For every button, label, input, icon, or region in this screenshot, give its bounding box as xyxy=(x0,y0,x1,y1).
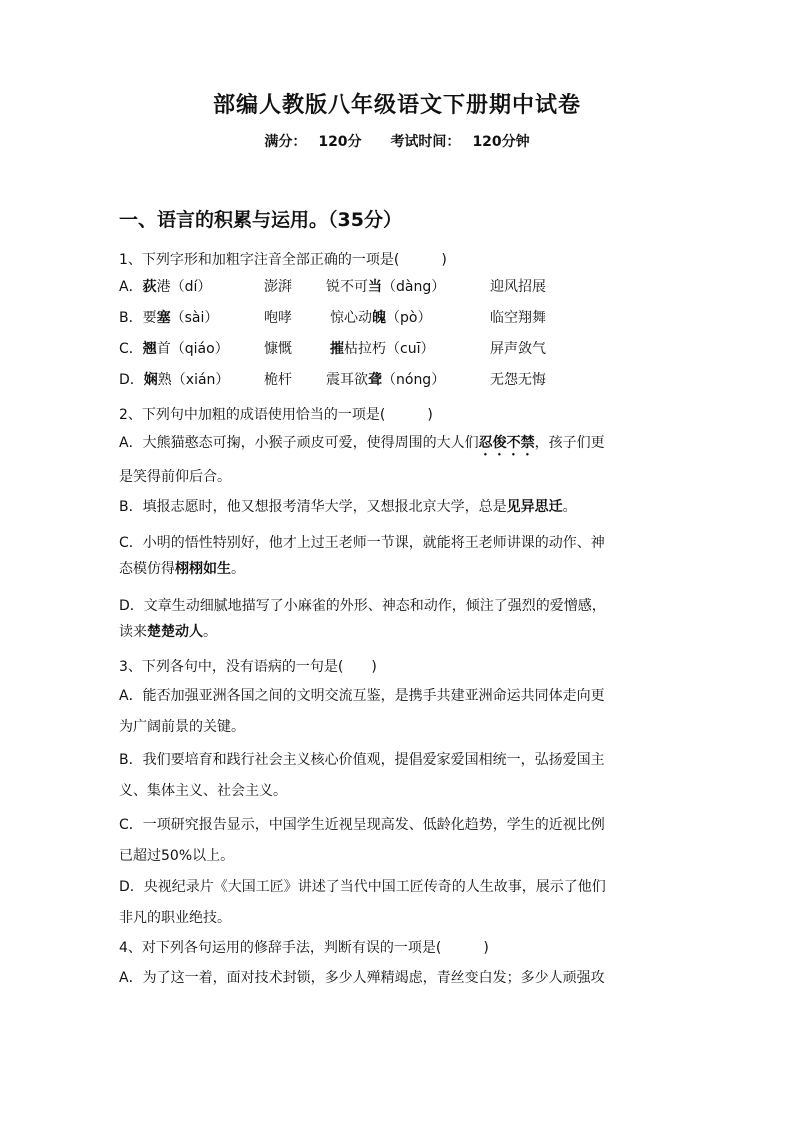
q1-d-bold: 娴 xyxy=(143,372,158,388)
q1-d-w3-rest: （nóng） xyxy=(382,372,446,388)
question-1-stem: 1、下列字形和加粗字注音全部正确的一项是( ) xyxy=(119,252,447,268)
q1-a-word2: 澎湃 xyxy=(264,279,292,295)
q2-c-text: 态模仿得 xyxy=(119,561,175,577)
q2-b-text: B．填报志愿时，他又想报考清华大学，又想报北京大学，总是 xyxy=(119,499,507,515)
q3-option-c-line2: 已超过50%以上。 xyxy=(119,848,235,864)
q1-d-w3-pre: 震耳欲 xyxy=(326,372,368,388)
q1-option-a xyxy=(119,276,211,296)
q2-b-end: 。 xyxy=(562,499,577,515)
full-marks-value: 120分 xyxy=(318,134,362,150)
q2-c-idiom: 栩栩如生 xyxy=(175,561,231,577)
q2-b-idiom: 见异思迁 xyxy=(506,499,563,515)
q1-d-prefix: D． xyxy=(119,372,144,388)
q1-b-word3 xyxy=(330,307,431,327)
q2-a-text: A．大熊猫憨态可掬，小猴子顽皮可爱，使得周围的大人们 xyxy=(119,435,479,451)
question-3-stem: 3、下列各句中，没有语病的一句是( ) xyxy=(119,659,377,675)
q1-c-w3-rest: 枯拉朽（cuī） xyxy=(344,341,435,357)
q1-a-prefix: A． xyxy=(119,279,143,295)
q1-b-bold: 塞 xyxy=(156,310,171,326)
q1-a-w3-bold: 当 xyxy=(368,279,382,295)
q1-b-word4: 临空翔舞 xyxy=(490,310,546,326)
question-2-stem: 2、下列句中加粗的成语使用恰当的一项是( ) xyxy=(119,407,433,423)
q1-d-word4: 无怨无悔 xyxy=(490,372,546,388)
exam-meta xyxy=(0,131,794,151)
page-title: 部编人教版八年级语文下册期中试卷 xyxy=(212,93,581,118)
q1-b-w3-bold: 魄 xyxy=(372,310,386,326)
q3-option-b-line1: B．我们要培育和践行社会主义核心价值观，提倡爱家爱国相统一，弘扬爱国主 xyxy=(119,752,605,768)
q1-b-word2: 咆哮 xyxy=(264,310,292,326)
q1-option-b xyxy=(119,307,218,327)
q3-option-d-line1: D．央视纪录片《大国工匠》讲述了当代中国工匠传奇的人生故事，展示了他们 xyxy=(119,879,606,895)
q3-option-c-line1: C．一项研究报告显示，中国学生近视呈现高发、低龄化趋势，学生的近视比例 xyxy=(119,817,605,833)
q1-b-w3-rest: （pò） xyxy=(386,310,432,326)
q1-a-rest: 港（dí） xyxy=(156,279,212,295)
q1-a-w3-pre: 锐不可 xyxy=(326,279,368,295)
q2-d-end: 。 xyxy=(203,624,217,640)
q2-option-c-line2 xyxy=(119,558,245,578)
q1-d-rest: 熟（xián） xyxy=(157,372,230,388)
q1-c-bold: 翘 xyxy=(142,341,157,357)
q1-a-w3-rest: （dàng） xyxy=(382,279,446,295)
q1-b-rest: （sài） xyxy=(170,310,219,326)
q1-b-w3-pre: 惊心动 xyxy=(330,310,372,326)
q1-option-c xyxy=(119,338,229,358)
q1-d-word2: 桅杆 xyxy=(264,372,292,388)
q2-option-a-line2: 是笑得前仰后合。 xyxy=(119,469,231,485)
q1-c-prefix: C． xyxy=(119,341,143,357)
q2-d-idiom: 楚楚动人 xyxy=(147,624,203,640)
full-marks-label: 满分： xyxy=(264,134,307,150)
q4-option-a-line1: A．为了这一着，面对技术封锁，多少人殚精竭虑，青丝变白发；多少人顽强攻 xyxy=(119,970,605,986)
q1-d-w3-bold: 聋 xyxy=(368,372,382,388)
q2-d-text: 读来 xyxy=(119,624,147,640)
q1-a-word3 xyxy=(326,276,445,296)
q3-option-b-line2: 义、集体主义、社会主义。 xyxy=(119,783,287,799)
time-label: 考试时间： xyxy=(390,134,461,150)
q3-option-a-line1: A．能否加强亚洲各国之间的文明交流互鉴，是携手共建亚洲命运共同体走向更 xyxy=(119,688,605,704)
q2-option-d-line2 xyxy=(119,621,217,641)
q1-b-prefix: B．要 xyxy=(119,310,157,326)
q3-option-d-line2: 非凡的职业绝技。 xyxy=(119,910,231,926)
q1-a-bold: 荻 xyxy=(142,279,157,295)
q2-option-d-line1: D．文章生动细腻地描写了小麻雀的外形、神态和动作，倾注了强烈的爱憎感， xyxy=(119,598,606,614)
q2-option-a-line1 xyxy=(119,432,605,459)
time-value: 120分钟 xyxy=(472,134,530,150)
q1-a-word4: 迎风招展 xyxy=(490,279,546,295)
q2-a-text2: ，孩子们更 xyxy=(534,435,605,451)
q1-d-word3 xyxy=(326,369,445,389)
q1-option-d xyxy=(119,369,229,389)
q1-c-rest: 首（qiáo） xyxy=(156,341,229,357)
question-4-stem: 4、对下列各句运用的修辞手法，判断有误的一项是( ) xyxy=(119,940,489,956)
q2-option-c-line1: C．小明的悟性特别好，他才上过王老师一节课，就能将王老师讲课的动作、神 xyxy=(119,535,605,551)
q2-a-idiom: 忍俊不禁 xyxy=(478,435,535,451)
q1-c-word3 xyxy=(330,338,434,358)
q2-option-b xyxy=(119,496,577,516)
q1-c-word2: 慷慨 xyxy=(264,341,292,357)
q2-c-end: 。 xyxy=(231,561,245,577)
q1-c-w3-bold: 摧 xyxy=(330,341,344,357)
q3-option-a-line2: 为广阔前景的关键。 xyxy=(119,719,245,735)
section-heading: 一、语言的积累与运用。（35分） xyxy=(119,209,402,231)
q1-c-word4: 屏声敛气 xyxy=(490,341,546,357)
